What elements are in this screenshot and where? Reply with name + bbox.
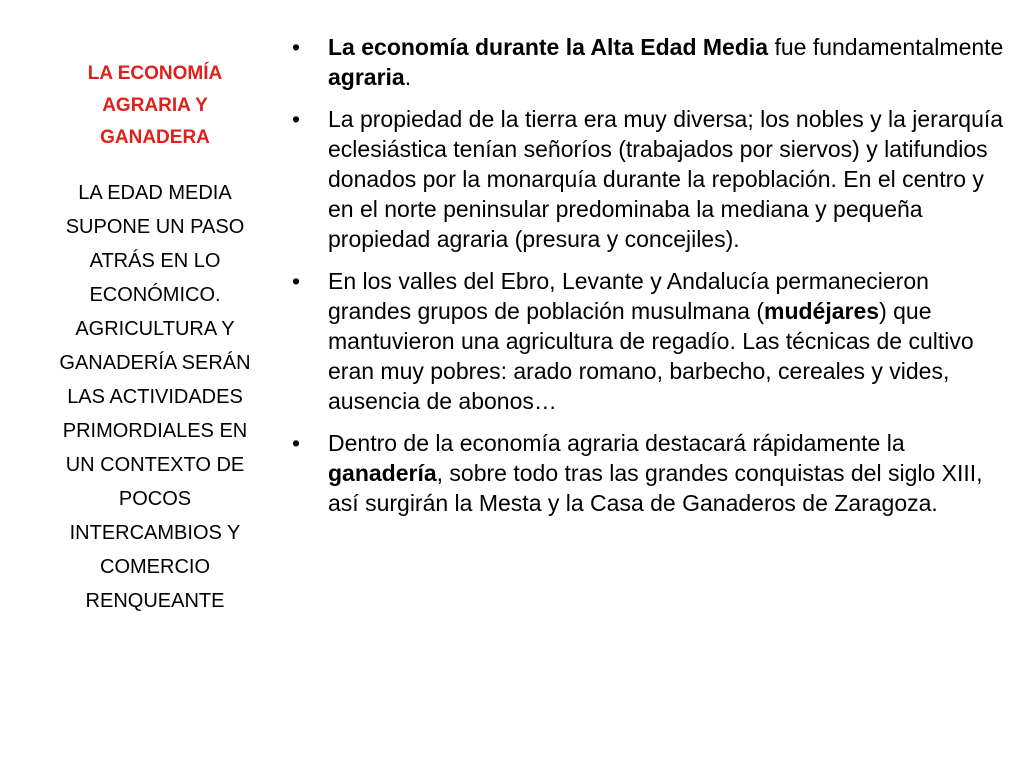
- bullet-item: [290, 428, 1005, 518]
- title-line: GANADERA: [100, 127, 210, 148]
- bullet-text: .: [404, 64, 412, 90]
- right-column: [290, 32, 1005, 530]
- subtitle-line: LAS ACTIVIDADES: [67, 386, 243, 408]
- bullet-list: [290, 32, 1005, 518]
- left-column: [30, 58, 280, 618]
- slide-subtitle: [30, 176, 280, 618]
- subtitle-line: ATRÁS EN LO: [89, 250, 221, 272]
- bullet-text: , sobre todo tras las grandes conquistas del siglo XIII, así surgirán la Mesta y la Casa de Ganaderos de Zaragoza.: [328, 460, 983, 516]
- bullet-item: [290, 104, 1005, 254]
- subtitle-line: GANADERÍA SERÁN: [59, 352, 251, 374]
- bullet-text: Dentro de la economía agraria destacará rápidamente la: [328, 430, 905, 456]
- bullet-item: [290, 266, 1005, 416]
- subtitle-line: ECONÓMICO.: [89, 284, 221, 306]
- subtitle-line: PRIMORDIALES EN: [62, 420, 248, 442]
- subtitle-line: AGRICULTURA Y: [75, 318, 235, 340]
- subtitle-line: RENQUEANTE: [85, 590, 225, 612]
- bullet-text: La propiedad de la tierra era muy diversa; los nobles y la jerarquía eclesiástica tenían señoríos (trabajados por siervos) y latifundios donados por la monarquía durante la repoblación. En el centro y en el norte peninsular predominaba la mediana y pequeña propiedad agraria (presura y concejiles).: [328, 106, 1004, 252]
- bullet-item: [290, 32, 1005, 92]
- bullet-text: fue fundamentalmente: [768, 34, 1004, 60]
- bullet-text-bold: La economía durante la Alta Edad Media: [328, 34, 769, 60]
- bullet-text: En los valles del Ebro, Levante y Andalucía permanecieron grandes grupos de población musulmana (: [328, 268, 929, 324]
- subtitle-line: LA EDAD MEDIA: [78, 182, 232, 204]
- subtitle-line: INTERCAMBIOS Y: [69, 522, 241, 544]
- title-line: AGRARIA Y: [102, 95, 208, 116]
- bullet-text-bold: agraria: [328, 64, 405, 90]
- bullet-icon: •: [292, 34, 301, 60]
- subtitle-line: UN CONTEXTO DE: [65, 454, 245, 476]
- bullet-text: ) que mantuvieron una agricultura de regadío. Las técnicas de cultivo eran muy pobres: arado romano, barbecho, cereales y vides, ausencia de abonos…: [328, 298, 974, 414]
- bullet-icon: •: [292, 430, 301, 456]
- bullet-icon: •: [292, 268, 301, 294]
- bullet-text-bold: mudéjares: [764, 298, 880, 324]
- title-line: LA ECONOMÍA: [87, 63, 223, 84]
- bullet-text-bold: ganadería: [328, 460, 437, 486]
- slide-title: [60, 58, 250, 154]
- bullet-icon: •: [292, 106, 301, 132]
- subtitle-line: SUPONE UN PASO: [65, 216, 245, 238]
- subtitle-line: COMERCIO: [100, 556, 210, 578]
- subtitle-line: POCOS: [118, 488, 192, 510]
